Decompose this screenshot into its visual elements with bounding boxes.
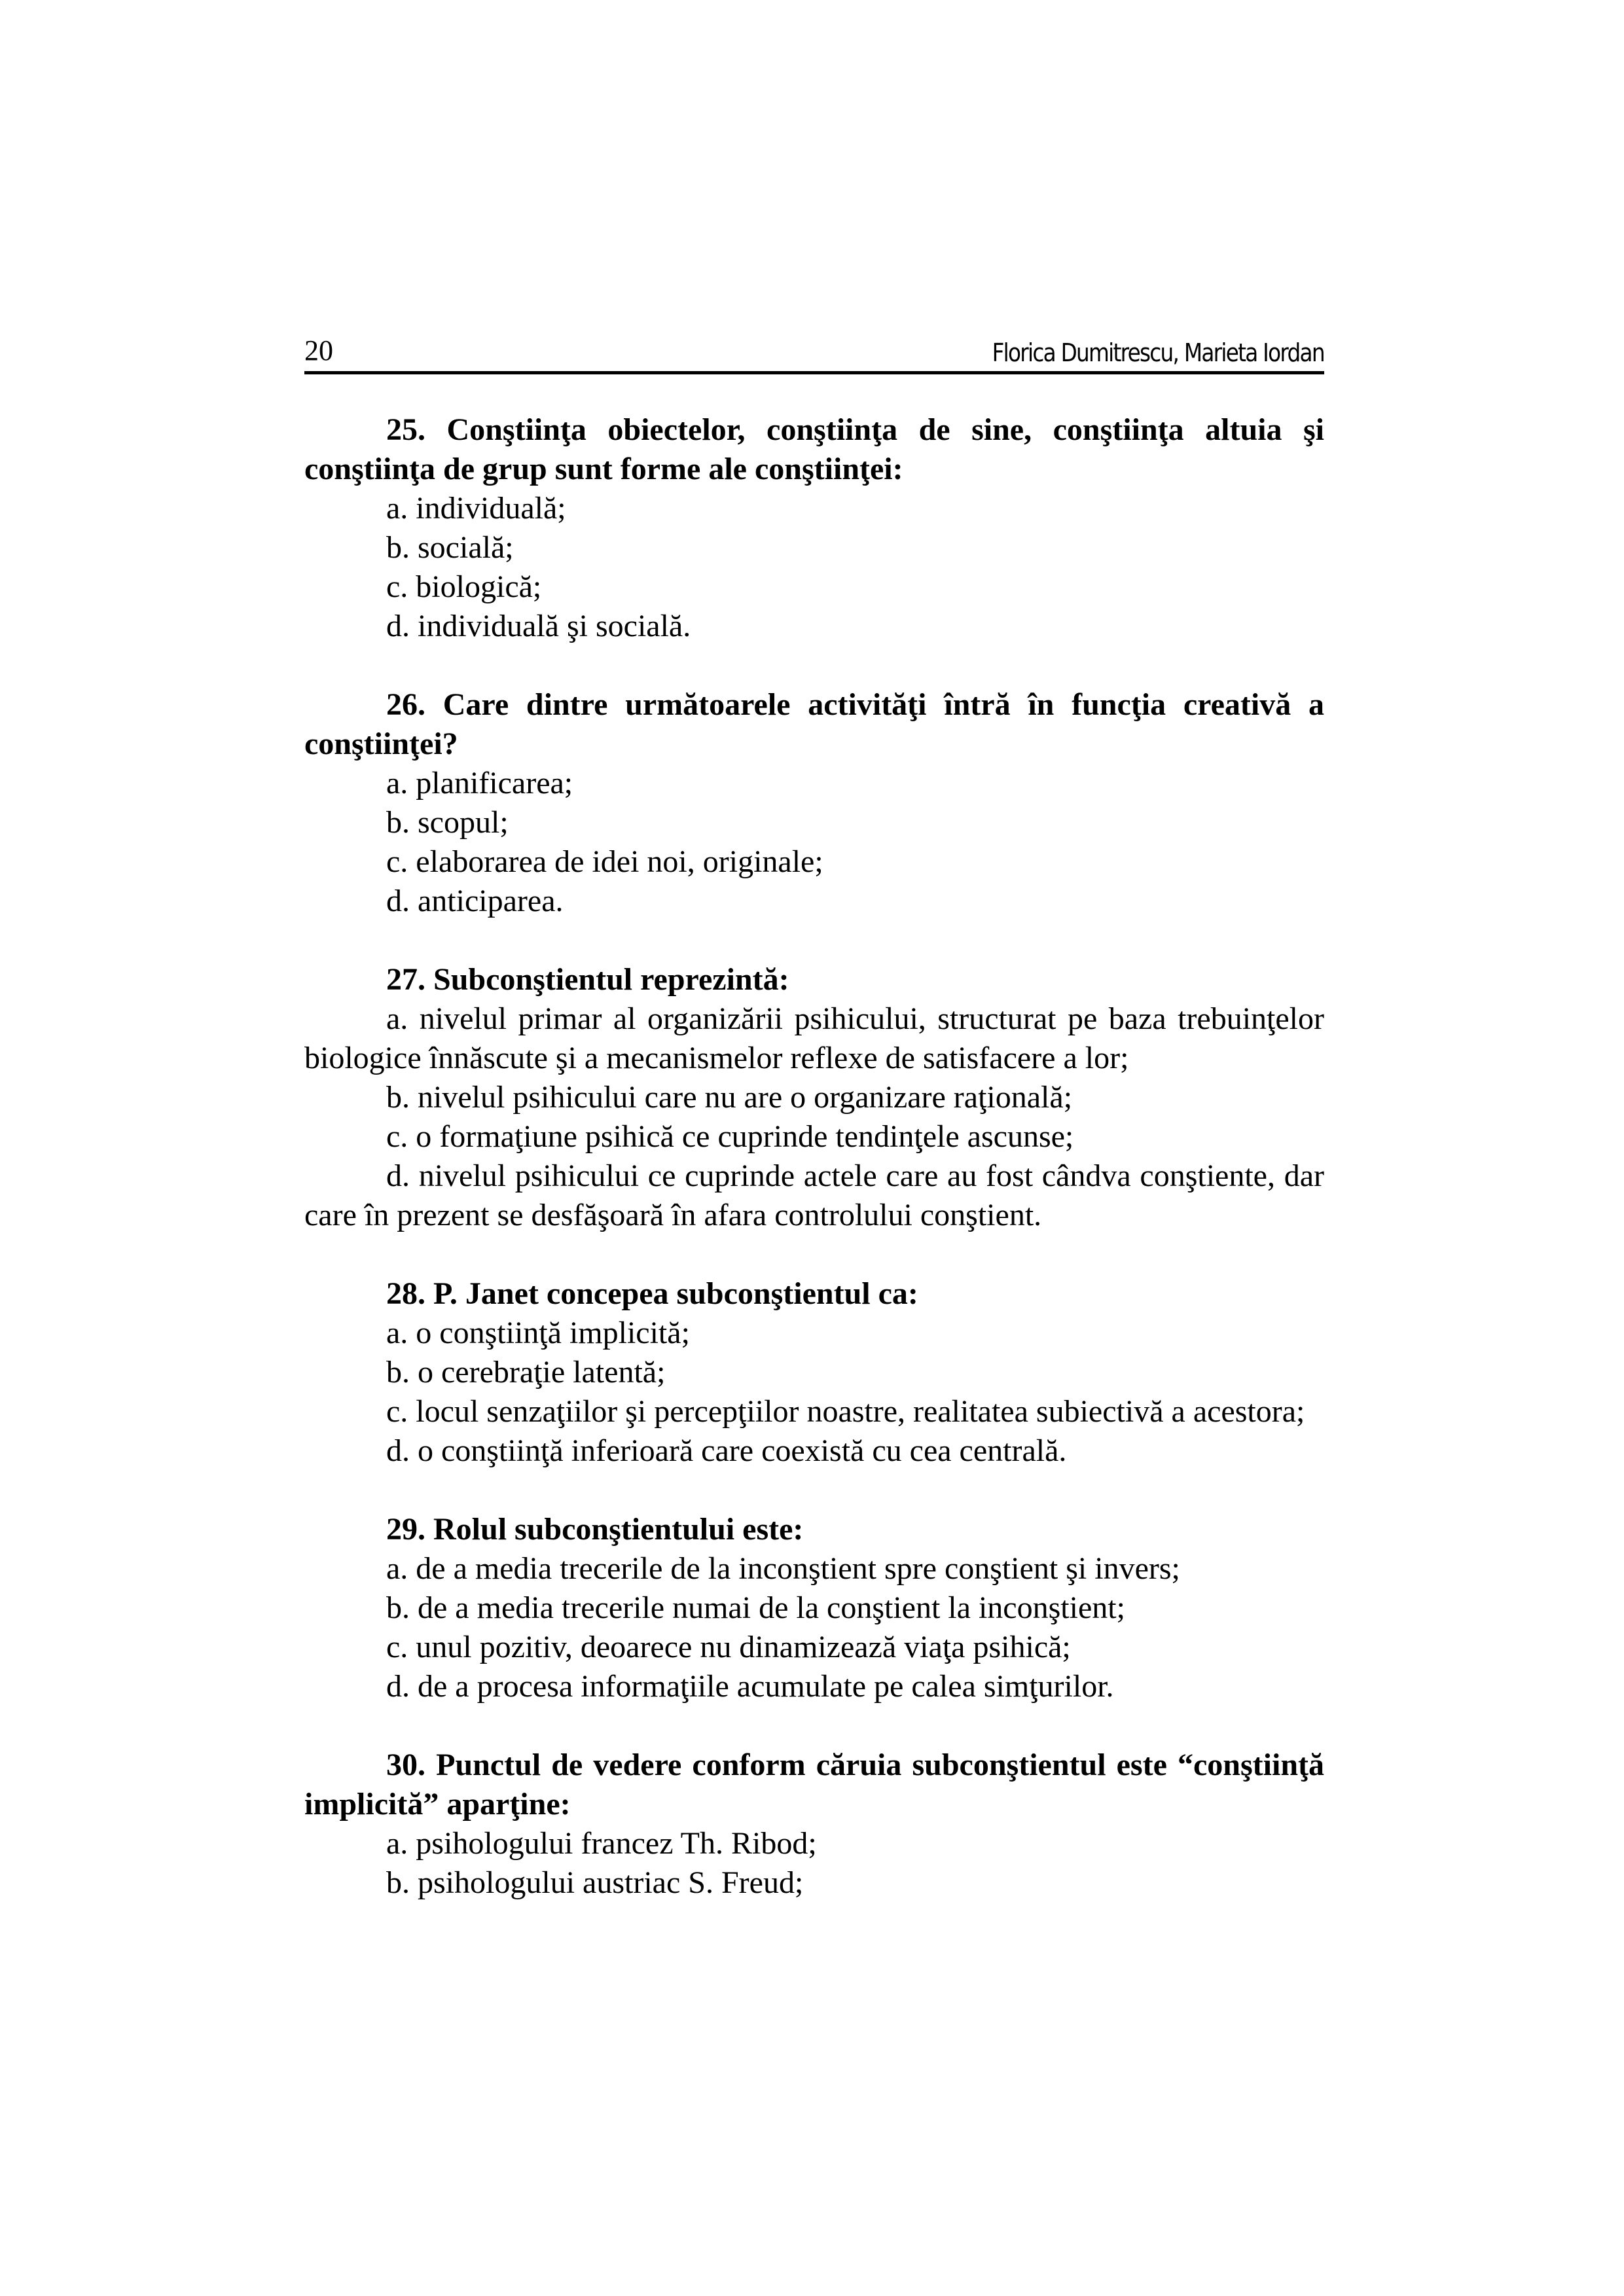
option-d: d. de a procesa informaţiile acumulate pe calea simţurilor. (386, 1669, 1114, 1704)
option-b: b. socială; (386, 530, 514, 565)
option-c: c. o formaţiune psihică ce cuprinde tendinţele ascunse; (386, 1119, 1074, 1154)
question-list (304, 410, 1324, 1903)
option-d: d. nivelul psihicului ce cuprinde actele care au fost cândva conştiente, dar care în prezent se desfăşoară în afara controlului conştient. (304, 1158, 1324, 1232)
question-title: 29. Rolul subconştientului este: (386, 1512, 804, 1547)
option-a: a. o conştiinţă implicită; (386, 1316, 690, 1350)
option-b: b. psihologului austriac S. Freud; (386, 1865, 804, 1900)
option-d: d. anticiparea. (386, 884, 564, 918)
option-b: b. nivelul psihicului care nu are o organizare raţională; (386, 1080, 1073, 1115)
document-page (304, 331, 1324, 1942)
option-b: b. o cerebraţie latentă; (386, 1355, 666, 1390)
question-title: 28. P. Janet concepea subconştientul ca: (386, 1276, 918, 1311)
question-title: 30. Punctul de vedere conform căruia subconştientul este “conştiinţă implicită” aparţine: (304, 1748, 1324, 1821)
option-a: a. psihologului francez Th. Ribod; (386, 1826, 817, 1861)
option-c: c. unul pozitiv, deoarece nu dinamizează viaţa psihică; (386, 1630, 1071, 1664)
page-header (304, 331, 1324, 374)
option-a: a. nivelul primar al organizării psihicului, structurat pe baza trebuinţelor biologice înnăscute şi a mecanismelor reflexe de satisfacere a lor; (304, 1001, 1324, 1075)
option-c: c. biologică; (386, 569, 542, 604)
option-a: a. planificarea; (386, 766, 573, 800)
question-29 (304, 1510, 1324, 1706)
question-title: 25. Conştiinţa obiectelor, conştiinţa de sine, conştiinţa altuia şi conştiinţa de grup sunt forme ale conştiinţei: (304, 412, 1324, 486)
question-26 (304, 685, 1324, 921)
page-number: 20 (304, 334, 333, 367)
option-d: d. individuală şi socială. (386, 609, 691, 643)
question-title: 27. Subconştientul reprezintă: (386, 962, 789, 997)
question-30 (304, 1746, 1324, 1903)
option-b: b. scopul; (386, 805, 509, 840)
running-title: Florica Dumitrescu, Marieta Iordan (992, 338, 1324, 367)
question-title: 26. Care dintre următoarele activităţi întră în funcţia creativă a conştiinţei? (304, 687, 1324, 761)
question-28 (304, 1274, 1324, 1471)
option-c: c. locul senzaţiilor şi percepţiilor noastre, realitatea subiectivă a acestora; (386, 1394, 1305, 1429)
question-27 (304, 960, 1324, 1235)
option-a: a. individuală; (386, 491, 566, 526)
option-b: b. de a media trecerile numai de la conştient la inconştient; (386, 1590, 1125, 1625)
option-a: a. de a media trecerile de la inconştient spre conştient şi invers; (386, 1551, 1180, 1586)
question-25 (304, 410, 1324, 646)
option-d: d. o conştiinţă inferioară care coexistă cu cea centrală. (386, 1433, 1067, 1468)
option-c: c. elaborarea de idei noi, originale; (386, 844, 823, 879)
